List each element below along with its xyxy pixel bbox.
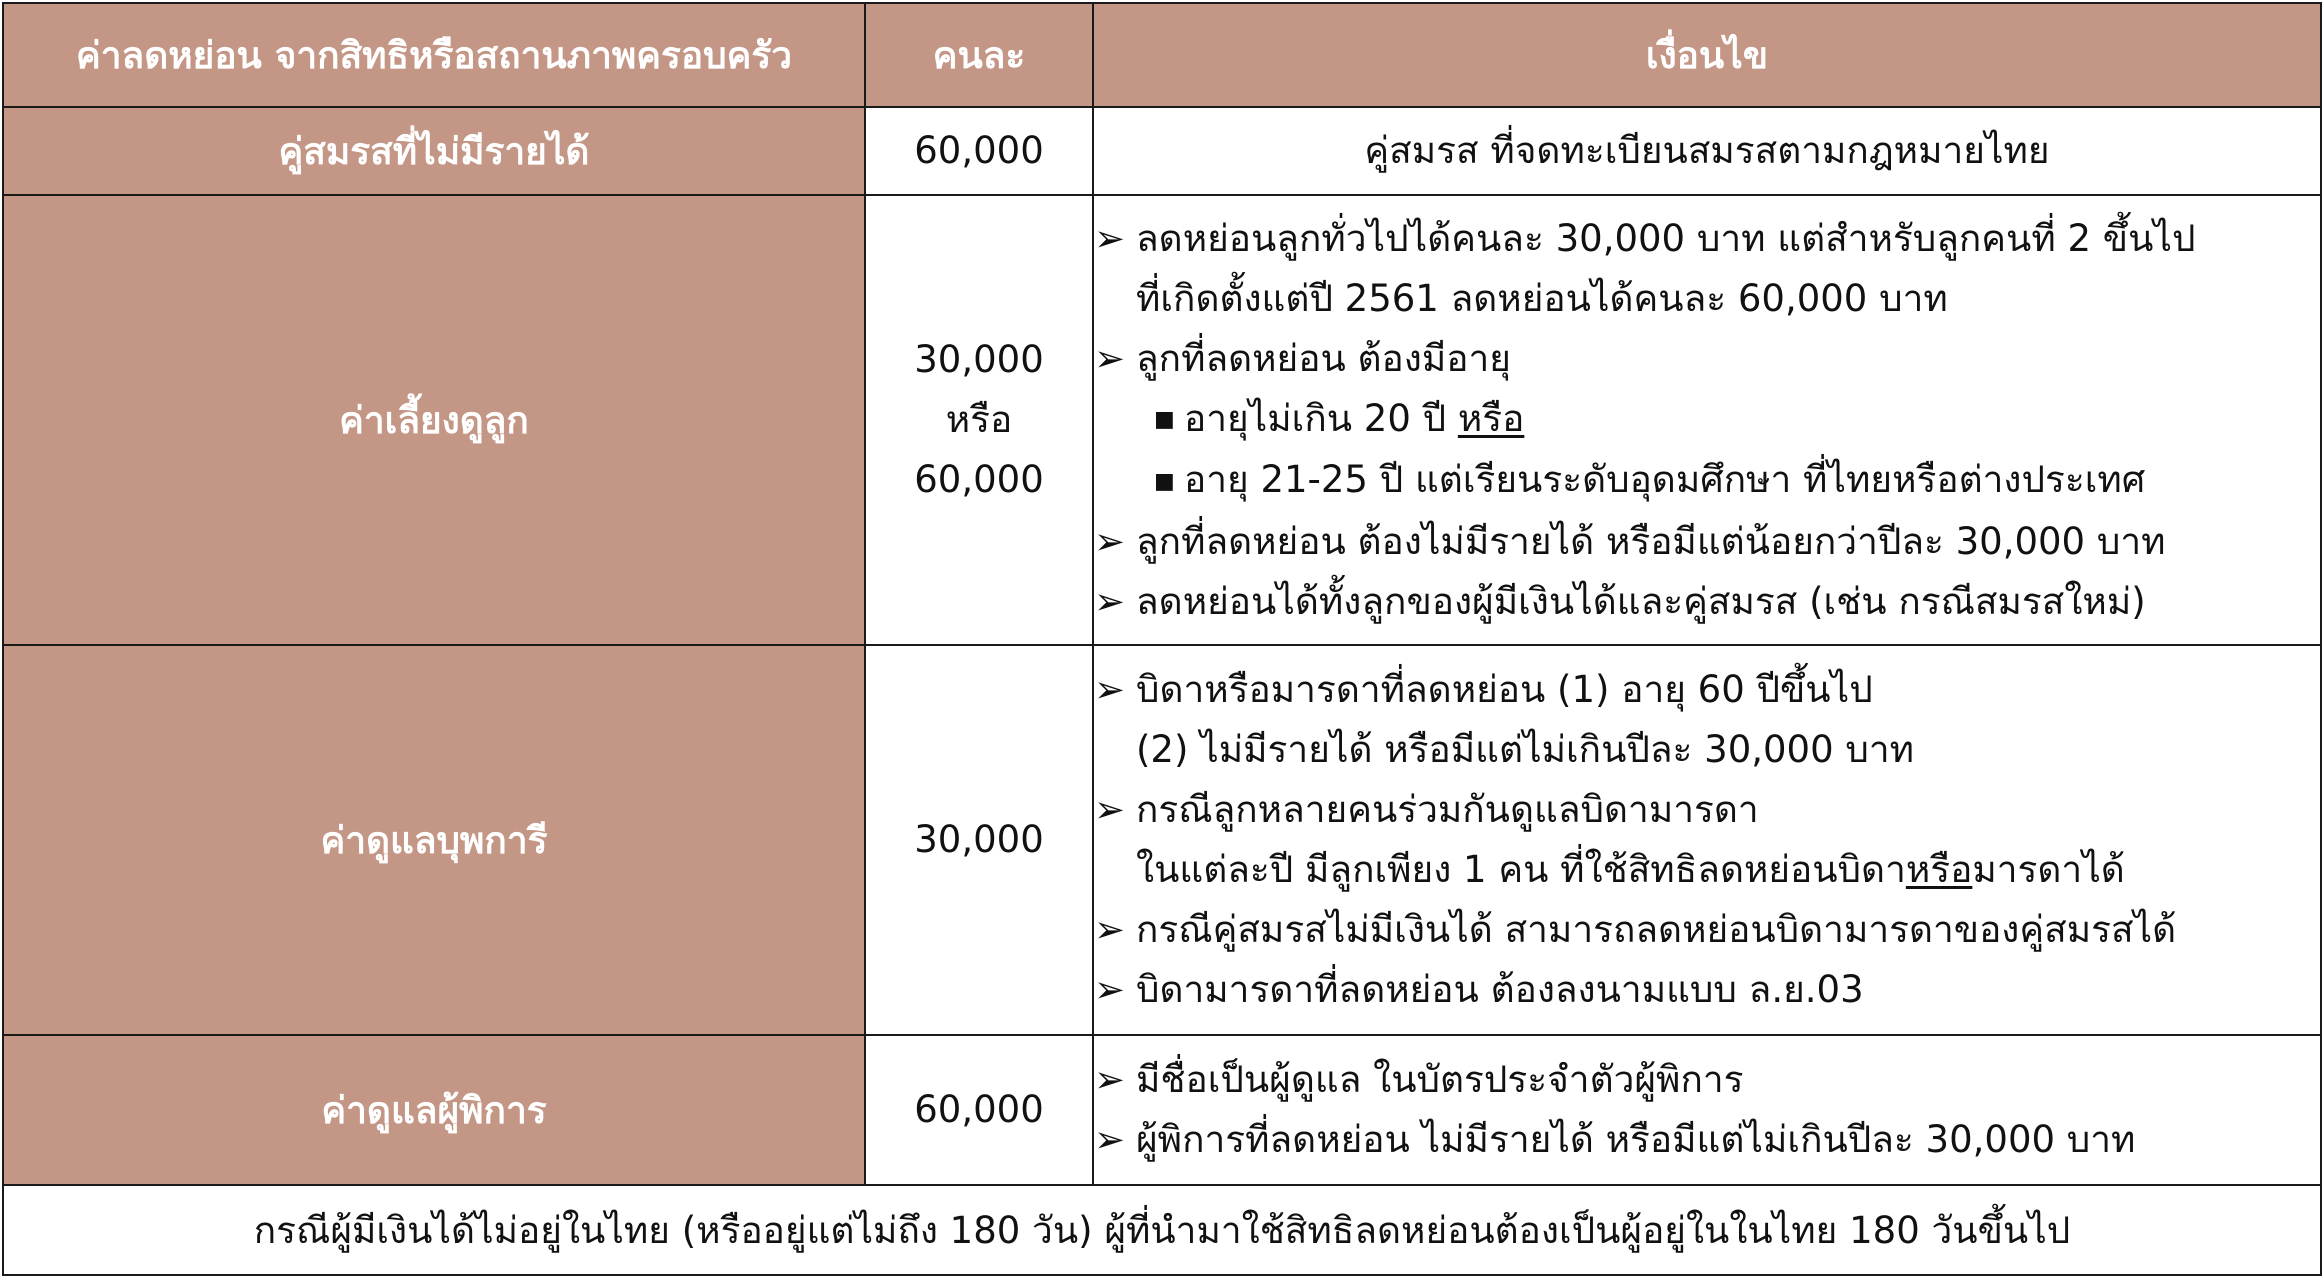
arrow-bullet-icon: ➢ bbox=[1094, 668, 1126, 711]
arrow-bullet-icon: ➢ bbox=[1094, 579, 1126, 623]
arrow-bullet-icon: ➢ bbox=[1094, 968, 1126, 1011]
row-conditions bbox=[1093, 645, 2321, 1035]
condition-text: อายุไม่เกิน 20 ปี bbox=[1184, 396, 1458, 440]
row-condition: คู่สมรส ที่จดทะเบียนสมรสตามกฎหมายไทย bbox=[1093, 107, 2321, 195]
row-amount: 60,000 bbox=[865, 1035, 1093, 1185]
condition-underlined: หรือ bbox=[1905, 848, 1973, 891]
row-label: ค่าดูแลผู้พิการ bbox=[3, 1035, 865, 1185]
table-row bbox=[3, 645, 2321, 1035]
square-bullet-icon: ■ bbox=[1154, 468, 1175, 494]
condition-text: ในแต่ละปี มีลูกเพียง 1 คน ที่ใช้สิทธิลดหย่อนบิดา bbox=[1136, 848, 1906, 891]
header-deduction-type: ค่าลดหย่อน จากสิทธิหรือสถานภาพครอบครัว bbox=[3, 3, 865, 107]
arrow-bullet-icon: ➢ bbox=[1094, 1058, 1126, 1101]
arrow-bullet-icon: ➢ bbox=[1094, 336, 1126, 380]
condition-underlined: หรือ bbox=[1457, 396, 1525, 440]
table-row bbox=[3, 195, 2321, 645]
condition-text: ลูกที่ลดหย่อน ต้องไม่มีรายได้ หรือมีแต่น้อยกว่าปีละ 30,000 บาท bbox=[1136, 519, 2166, 563]
condition-text: ที่เกิดตั้งแต่ปี 2561 ลดหย่อนได้คนละ 60,000 บาท bbox=[1136, 276, 1948, 320]
table-row bbox=[3, 1035, 2321, 1185]
square-bullet-icon: ■ bbox=[1154, 407, 1175, 432]
arrow-bullet-icon: ➢ bbox=[1094, 1118, 1126, 1161]
condition-text: ลูกที่ลดหย่อน ต้องมีอายุ bbox=[1136, 336, 1511, 380]
footer-row bbox=[3, 1185, 2321, 1275]
condition-text: ลดหย่อนได้ทั้งลูกของผู้มีเงินได้และคู่สมรส (เช่น กรณีสมรสใหม่) bbox=[1136, 579, 2146, 623]
table-row bbox=[3, 107, 2321, 195]
condition-text: บิดามารดาที่ลดหย่อน ต้องลงนามแบบ ล.ย.03 bbox=[1136, 968, 1864, 1011]
condition-text: อายุ 21-25 ปี แต่เรียนระดับอุดมศึกษา ที่ไทยหรือต่างประเทศ bbox=[1184, 458, 2146, 501]
row-conditions bbox=[1093, 1035, 2321, 1185]
arrow-bullet-icon: ➢ bbox=[1094, 216, 1126, 260]
row-conditions bbox=[1093, 195, 2321, 645]
row-label: ค่าดูแลบุพการี bbox=[3, 645, 865, 1035]
deduction-table bbox=[2, 2, 2322, 1276]
arrow-bullet-icon: ➢ bbox=[1094, 908, 1126, 951]
condition-text: กรณีคู่สมรสไม่มีเงินได้ สามารถลดหย่อนบิดามารดาของคู่สมรสได้ bbox=[1136, 908, 2177, 951]
amount-line: 30,000 bbox=[914, 338, 1044, 381]
condition-text: ลดหย่อนลูกทั่วไปได้คนละ 30,000 บาท แต่สำหรับลูกคนที่ 2 ขึ้นไป bbox=[1136, 216, 2196, 260]
header-row bbox=[3, 3, 2321, 107]
row-label: คู่สมรสที่ไม่มีรายได้ bbox=[3, 107, 865, 195]
condition-text: ผู้พิการที่ลดหย่อน ไม่มีรายได้ หรือมีแต่ไม่เกินปีละ 30,000 บาท bbox=[1136, 1118, 2136, 1161]
condition-text: มีชื่อเป็นผู้ดูแล ในบัตรประจำตัวผู้พิการ bbox=[1136, 1058, 1744, 1101]
condition-text: (2) ไม่มีรายได้ หรือมีแต่ไม่เกินปีละ 30,000 บาท bbox=[1136, 728, 1915, 771]
arrow-bullet-icon: ➢ bbox=[1094, 788, 1126, 831]
row-amount bbox=[865, 195, 1093, 645]
arrow-bullet-icon: ➢ bbox=[1094, 519, 1126, 563]
amount-line: หรือ bbox=[945, 398, 1013, 441]
header-conditions: เงื่อนไข bbox=[1093, 3, 2321, 107]
condition-text: มารดาได้ bbox=[1972, 848, 2125, 891]
header-per-person: คนละ bbox=[865, 3, 1093, 107]
amount-line: 60,000 bbox=[914, 458, 1044, 501]
row-amount: 30,000 bbox=[865, 645, 1093, 1035]
row-label: ค่าเลี้ยงดูลูก bbox=[3, 195, 865, 645]
condition-text: บิดาหรือมารดาที่ลดหย่อน (1) อายุ 60 ปีขึ้นไป bbox=[1136, 668, 1873, 711]
condition-text: กรณีลูกหลายคนร่วมกันดูแลบิดามารดา bbox=[1136, 788, 1759, 831]
footer-note: กรณีผู้มีเงินได้ไม่อยู่ในไทย (หรืออยู่แต่ไม่ถึง 180 วัน) ผู้ที่นำมาใช้สิทธิลดหย่อนต้องเป็นผู้อยู่ในในไทย 180 วันขึ้นไป bbox=[3, 1185, 2321, 1275]
row-amount: 60,000 bbox=[865, 107, 1093, 195]
